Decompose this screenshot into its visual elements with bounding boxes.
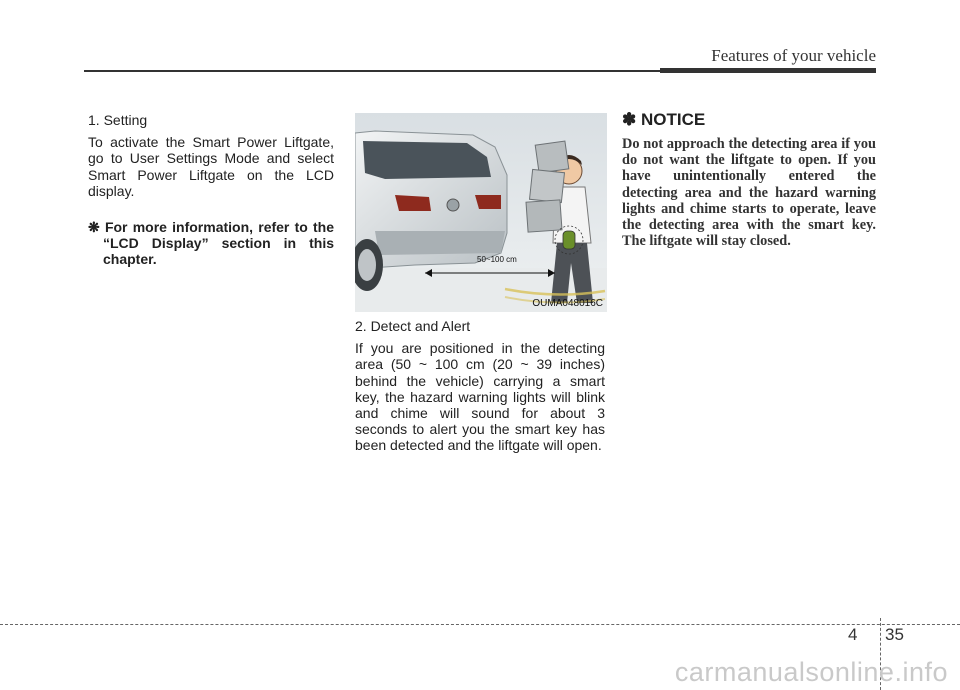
detect-label: 2. Detect and Alert	[355, 318, 471, 334]
notice-title: NOTICE	[640, 110, 706, 129]
footer-rule	[0, 624, 960, 625]
car-and-person-drawing	[355, 113, 607, 312]
notice-asterisk-icon: ✽	[622, 110, 637, 129]
watermark: carmanualsonline.info	[674, 657, 948, 687]
setting-text: To activate the Smart Power Liftgate, go to User Settings Mode and select Smart Power Liftgate on the LCD display.	[88, 134, 334, 199]
chapter-number: 4	[848, 625, 858, 644]
notice-text: Do not approach the detecting area if you do not want the liftgate to open. If you have unintentionally entered the detecting area and the hazard warning lights and chime starts to operate, leave the detecting area with the smart key. The liftgate will stay closed.	[622, 136, 876, 250]
reference-note	[88, 219, 334, 268]
notice-heading	[622, 110, 876, 130]
page-number: 35	[885, 625, 904, 644]
liftgate-illustration	[355, 113, 607, 312]
detect-column	[355, 318, 605, 454]
reference-marker-icon: ❋	[88, 219, 100, 236]
setting-column	[88, 112, 334, 268]
detect-text: If you are positioned in the detecting area (50 ~ 100 cm (20 ~ 39 inches) behind the vehicle) carrying a smart key, the hazard warning lights will blink and chime will sound for about 3 seconds to alert you the smart key has been detected and the liftgate will open.	[355, 340, 605, 454]
notice-box	[622, 110, 876, 249]
header-rule-accent	[660, 68, 876, 73]
figure-code: OUMA048016C	[532, 298, 603, 309]
section-title: Features of your vehicle	[711, 46, 876, 65]
reference-text: For more information, refer to the “LCD Display” section in this chapter.	[103, 219, 335, 268]
distance-label: 50~100 cm	[477, 255, 517, 264]
setting-label: 1. Setting	[88, 112, 148, 128]
